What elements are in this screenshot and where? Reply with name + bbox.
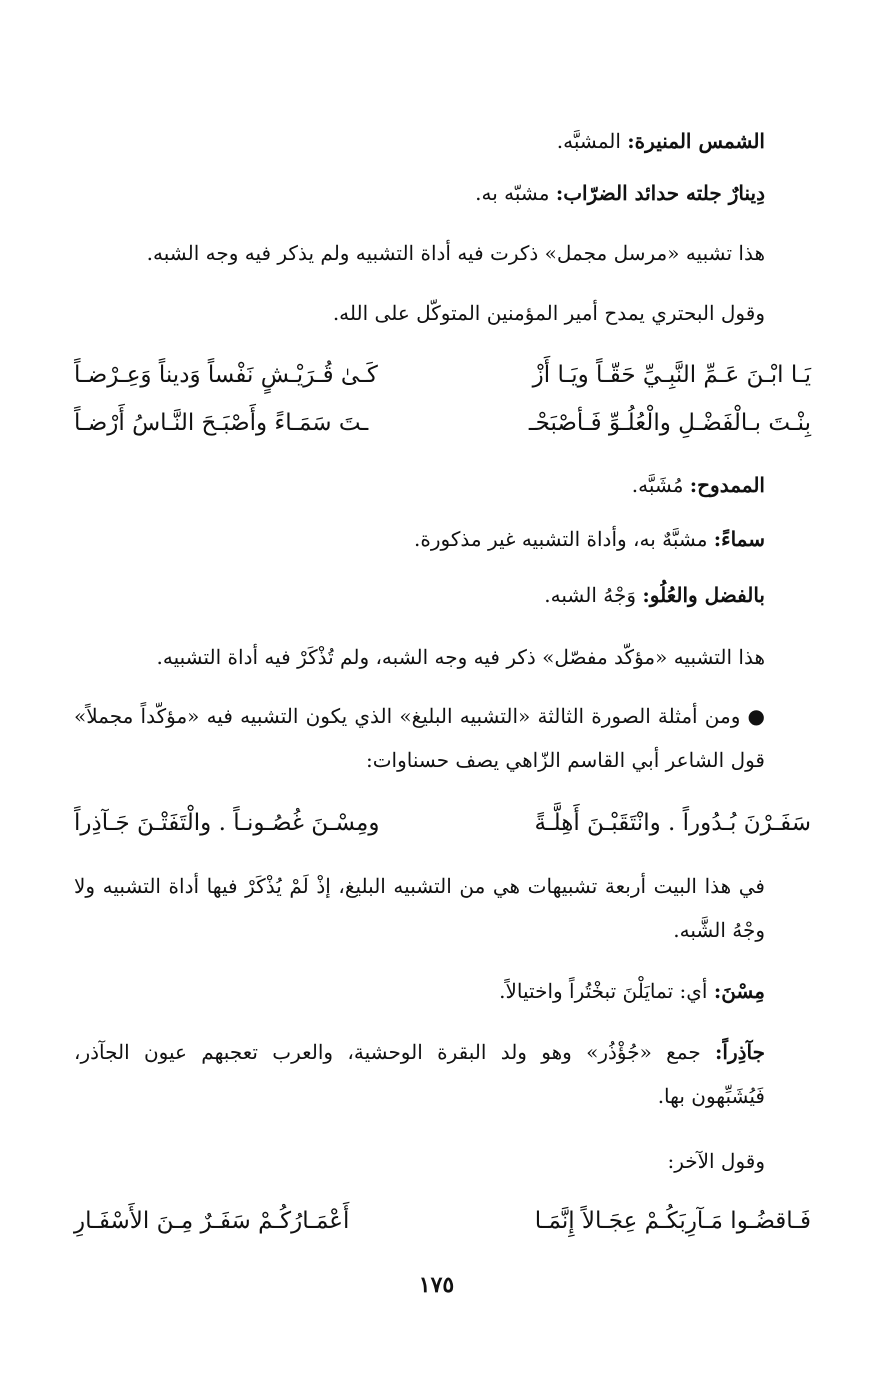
definition-line [78,976,765,1006]
verse-hemistich-right: يَـا ابْـنَ عَـمِّ النَّبِـيِّ حَقّـاً ويَـا أَزْ [532,362,811,388]
definition-text: وَجْهُ الشبه. [544,583,643,607]
paragraph: ● ومن أمثلة الصورة الثالثة «التشبيه البليغ» الذي يكون التشبيه فيه «مؤكّداً مجملاً» قول الشاعر أبي القاسم الزّاهي يصف حسناوات: [74,704,765,772]
definition-text: أي: تمايَلْنَ تبخْتُراً واختيالاً. [499,979,714,1003]
verse-hemistich-left: كَـىٰ قُـرَيْـشٍ نَفْساً وَديناً وَعِـرْضـاً [74,362,378,388]
paragraph-line: وقول البحتري يمدح أمير المؤمنين المتوكّل على الله. [332,301,765,325]
term: بالفضل والعُلُو: [642,583,765,607]
term: الممدوح: [689,473,765,497]
definition-text: جمع «جُؤْذُر» وهو ولد البقرة الوحشية، والعرب تعجبهم عيون الجآذر، فَيُشَبِّهون بها. [74,1040,765,1108]
paragraph-line: وقول الآخر: [667,1149,765,1173]
paragraph [74,1030,765,1118]
definition-text: المشبَّه. [556,129,628,153]
definition-line [78,524,765,554]
paragraph-line: هذا تشبيه «مرسل مجمل» ذكرت فيه أداة التشبيه ولم يذكر فيه وجه الشبه. [146,241,765,265]
definition-text: مشبَّهٌ به، وأداة التشبيه غير مذكورة. [414,527,714,551]
page-number: ١٧٥ [418,1272,455,1298]
definition-line [78,580,765,610]
verse-hemistich-right: سَفَـرْنَ بُـدُوراً . وانْتَقَبْـنَ أَهِلَّـةً [534,810,811,836]
term: الشمس المنيرة: [627,129,765,153]
definition-line [78,470,765,500]
term: مِسْنَ: [713,979,765,1003]
verse-hemistich-left: أَعْمَـارُكُـمْ سَفَـرٌ مِـنَ الأَسْفَـارِ [74,1208,350,1234]
term: دِينارٌ جلته حدائد الضرّاب: [555,181,765,205]
verse-hemistich-right: فَـاقضُـوا مَـآرِبَكُـمْ عِجَـالاً إِنَّمَـا [534,1208,811,1234]
term: جآذِراً: [715,1040,765,1064]
definition-line [78,126,765,156]
term: سماءً: [713,527,765,551]
paragraph-line: هذا التشبيه «مؤكّد مفصّل» ذكر فيه وجه الشبه، ولم تُذْكَرْ فيه أداة التشبيه. [156,645,765,669]
definition-line [78,178,765,208]
paragraph: في هذا البيت أربعة تشبيهات هي من التشبيه البليغ، إذْ لَمْ يُذْكَرْ فيها أداة التشبيه ولا وجْهُ الشَّبه. [74,874,765,942]
verse-hemistich-right: بِنْـتَ بـالْفَضْـلِ والْعُلُـوِّ فَـأصْبَحْـ [528,410,811,436]
definition-text: مشبّه به. [475,181,556,205]
verse-hemistich-left: ـتَ سَمَـاءً وأَصْبَـحَ النَّـاسُ أَرْضـاً [74,410,369,436]
verse-hemistich-left: ومِسْـنَ غُصُـونـاً . والْتَفَتْـنَ جَـآذِراً [74,810,380,836]
definition-text: مُشَبَّه. [631,473,690,497]
